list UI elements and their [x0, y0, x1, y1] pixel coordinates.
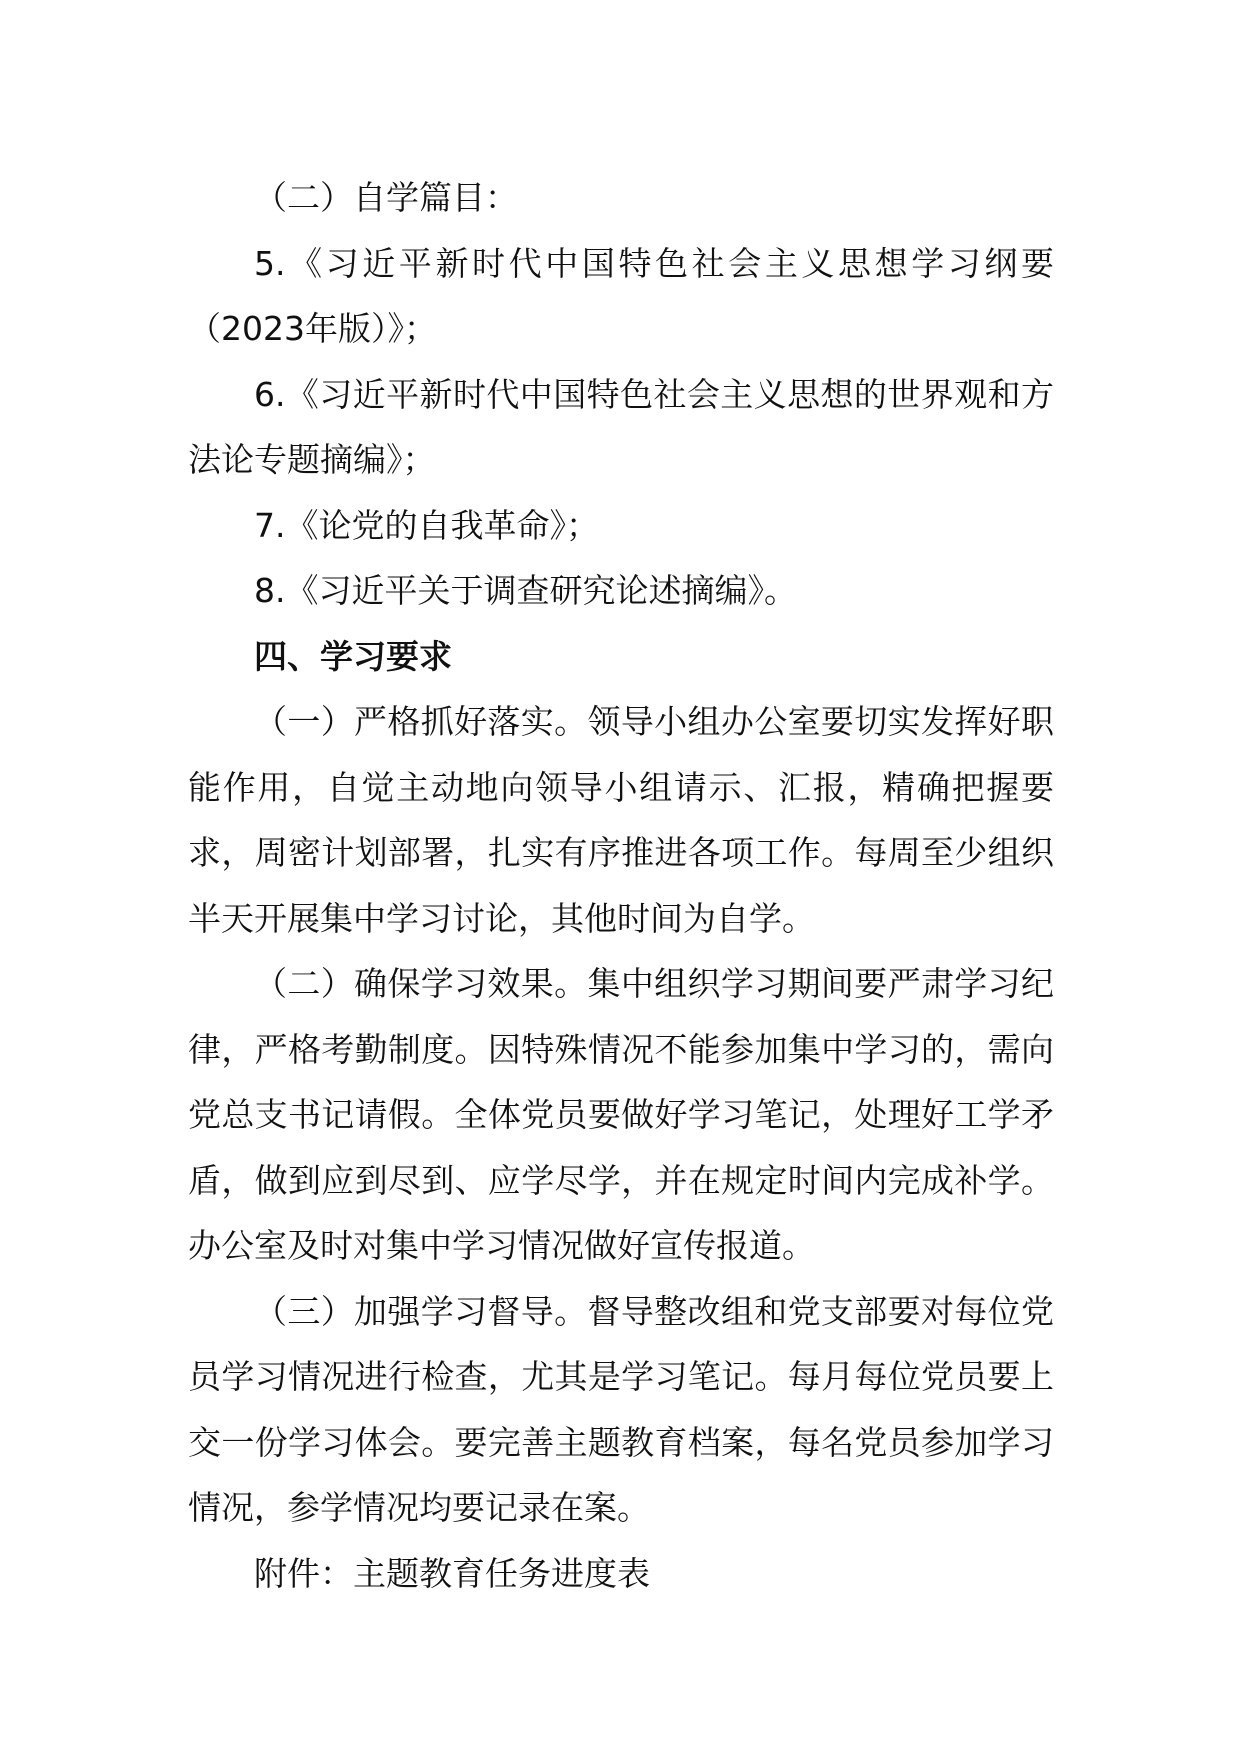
requirement-paragraph-3: （三）加强学习督导。督导整改组和党支部要对每位党员学习情况进行检查，尤其是学习笔记。每月每位党员要上交一份学习体会。要完善主题教育档案，每名党员参加学习情况，参学情况均要记录在案。	[188, 1291, 1054, 1527]
reading-item-7: 7.《论党的自我革命》；	[254, 505, 599, 545]
self-study-heading: （二）自学篇目：	[254, 178, 518, 217]
reading-item-6: 6.《习近平新时代中国特色社会主义思想的世界观和方法论专题摘编》；	[188, 374, 1054, 479]
section-heading-requirements: 四、学习要求	[254, 636, 452, 676]
document-body	[188, 165, 1054, 1606]
requirement-paragraph-2: （二）确保学习效果。集中组织学习期间要严肃学习纪律，严格考勤制度。因特殊情况不能参加集中学习的，需向党总支书记请假。全体党员要做好学习笔记，处理好工学矛盾，做到应到尽到、应学尽学，并在规定时间内完成补学。办公室及时对集中学习情况做好宣传报道。	[188, 964, 1054, 1265]
reading-item-8: 8.《习近平关于调查研究论述摘编》。	[254, 571, 797, 610]
attachment-line: 附件：主题教育任务进度表	[254, 1553, 650, 1593]
reading-item-5: 5.《习近平新时代中国特色社会主义思想学习纲要（2023年版）》；	[188, 243, 1054, 348]
requirement-paragraph-1: （一）严格抓好落实。领导小组办公室要切实发挥好职能作用，自觉主动地向领导小组请示、汇报，精确把握要求，周密计划部署，扎实有序推进各项工作。每周至少组织半天开展集中学习讨论，其他时间为自学。	[188, 702, 1054, 938]
